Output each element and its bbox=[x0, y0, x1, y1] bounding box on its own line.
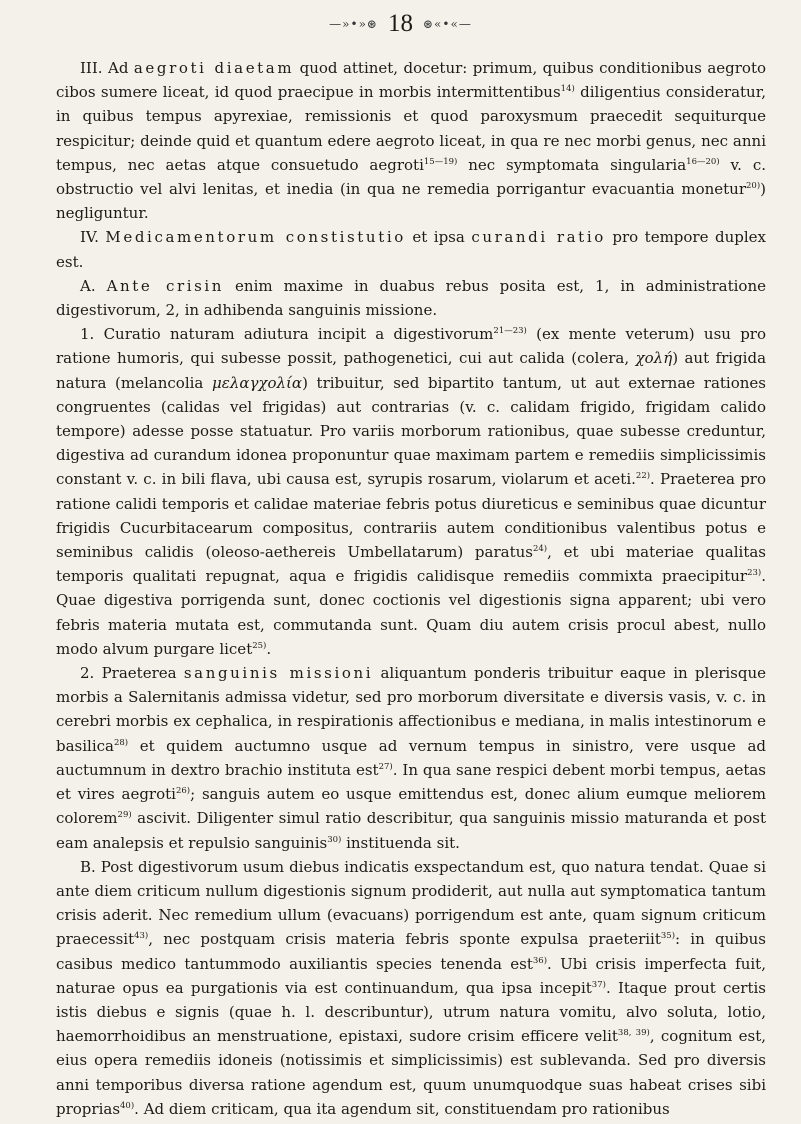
greek-term: χολή bbox=[635, 349, 673, 368]
footnote-ref: 21—23) bbox=[493, 326, 527, 337]
footnote-ref: 28) bbox=[113, 737, 129, 748]
footnote-ref: 23) bbox=[747, 568, 762, 579]
footnote-ref: 27) bbox=[378, 761, 393, 772]
text-run: diligentius consideratur, in quibus tempus apyrexiae, remissionis et quod paroxysmum praecedit sequiturque respicitur; deinde quid et quantum edere aegroto liceat, in qua re nec morbi genus, nec anni tempus, nec aetas atque consuetudo aegroti bbox=[56, 83, 766, 174]
text-run: ; sanguis autem eo usque emittendus est, donec alium eumque meliorem colorem bbox=[56, 785, 767, 828]
text-run: aliquantum ponderis tribuitur eaque in plerisque morbis a Salernitanis admissa videtur, sed pro morborum diversitate e diversis vasis, v. c. in cerebri morbis ex cephalica, in respirationis affectionibus e mediana, in malis intestinorum e basilica bbox=[56, 664, 767, 755]
text-run: . Ad diem criticam, qua ita agendum sit, constituendam pro rationibus bbox=[134, 1099, 670, 1118]
footnote-ref: 36) bbox=[532, 955, 548, 966]
text-run: . bbox=[266, 639, 272, 658]
text-run: et quidem auctumno usque ad vernum tempus in sinistro, vere usque ad auctumnum in dextro brachio instituta est bbox=[56, 736, 766, 779]
paragraph-a-ante-crisin bbox=[56, 274, 766, 322]
ornament-right: ⊛«•«— bbox=[423, 17, 472, 31]
text-run: ) aut frigida natura (melancolia bbox=[56, 349, 767, 392]
text-run: 2. Praeterea bbox=[80, 664, 184, 683]
footnote-ref: 29) bbox=[117, 810, 132, 821]
text-run: ascivit. Diligenter simul ratio describitur, qua sanguinis missio maturanda et post eam analepsis et repulsio sanguinis bbox=[56, 809, 766, 852]
paragraph-1-curatio bbox=[56, 322, 766, 661]
footnote-ref: 38, 39) bbox=[617, 1028, 650, 1039]
greek-term: μελαγχολία bbox=[212, 373, 303, 392]
text-run: quod attinet, docetur: primum, quibus conditionibus aegroto cibos sumere liceat, id quod praecipue in morbis intermittentibus bbox=[56, 59, 767, 102]
text-run: A. bbox=[80, 276, 107, 295]
text-run: . Praeterea pro ratione calidi temporis et calidae materiae febris potus diureticus e seminibus quae dicuntur frigidis Cucurbitacearum compositus, contrariis autem conditionibus valentibus potus e seminibus calidis (oleoso-aethereis Umbellatarum) paratus bbox=[56, 470, 766, 562]
text-run: , cognitum est, eius opera remediis idoneis (notissimis et simplicissimis) est sublevanda. Sed pro diversis anni temporibus diversa ratione agendum est, quum unumquodque suas habeat crises sibi proprias bbox=[56, 1027, 766, 1118]
text-run: : in quibus casibus medico tantummodo auxiliantis species tenenda est bbox=[56, 930, 766, 973]
footnote-ref: 26) bbox=[175, 786, 191, 797]
text-run: et ipsa bbox=[405, 228, 472, 247]
text-run: (ex mente veterum) usu pro ratione humoris, qui subesse possit, pathogenetici, cui aut calida (colera, bbox=[56, 325, 766, 368]
text-run: pro tempore duplex est. bbox=[56, 228, 766, 271]
footnote-ref: 20) bbox=[746, 181, 761, 192]
page-header bbox=[0, 10, 801, 38]
text-run: B. Post digestivorum usum diebus indicatis exspectandum est, quo natura tendat. Quae si ante diem criticum nullum digestionis signum prodiderit, aut nulla aut symptomatica tantum crisis aderit. Nec remedium ullum (evacuans) porrigendum est ante, quam signum criticum praecessit bbox=[56, 857, 766, 949]
footnote-ref: 15—19) bbox=[423, 156, 458, 167]
spaced-term: curandi ratio bbox=[471, 228, 606, 247]
text-run: . In qua sane respici debent morbi tempus, aetas et vires aegroti bbox=[56, 760, 766, 804]
text-run: enim maxime in duabus rebus posita est, 1, in administratione digestivorum, 2, in adhibenda sanguinis missione. bbox=[56, 276, 766, 320]
footnote-ref: 22) bbox=[635, 471, 651, 482]
footnote-ref: 40) bbox=[120, 1100, 135, 1111]
text-run: nec symptomata singularia bbox=[457, 155, 687, 174]
text-run: . Quae digestiva porrigenda sunt, donec coctionis vel digestionis signa apparent; ubi vero febris materia mutata est, commutanda sunt. Quam diu autem crisis procul abest, nullo modo alvum purgare licet bbox=[56, 567, 766, 658]
footnote-ref: 25) bbox=[252, 640, 267, 651]
text-run: . Ubi crisis imperfecta fuit, naturae opus ea purgationis via est continuandum, qua ipsa incepit bbox=[56, 954, 766, 997]
ornament-left: —»•»⊛ bbox=[329, 17, 378, 31]
page-body bbox=[56, 56, 766, 1121]
text-run: v. c. obstructio vel alvi lenitas, et inedia (in qua ne remedia porrigantur evacuantia monetur bbox=[56, 155, 766, 199]
paragraph-b-post-digestivorum bbox=[56, 855, 766, 1121]
text-run: IV. bbox=[80, 228, 106, 247]
spaced-term: Medicamentorum constistutio bbox=[105, 228, 406, 247]
footnote-ref: 16—20) bbox=[686, 156, 720, 167]
spaced-term: sanguinis missioni bbox=[183, 664, 374, 683]
text-run: 1. Curatio naturam adiutura incipit a digestivorum bbox=[80, 325, 494, 344]
text-run: ) tribuitur, sed bipartito tantum, ut aut externae rationes congruentes (calidas vel frigidas) aut contrarias (v. c. calidam frigido, frigidam calido tempore) adesse posse statuatur. Pro variis morborum rationibus, quae subesse creduntur, digestiva ad curandum idonea proponuntur quae maximam partem e remediis simplicissimis constant v. c. in bili flava, ubi causa est, syrupis rosarum, violarum et aceti. bbox=[56, 373, 766, 489]
text-run: , nec postquam crisis materia febris sponte expulsa praeteriit bbox=[148, 930, 661, 949]
footnote-ref: 35) bbox=[660, 931, 676, 942]
paragraph-iv-medicamenta bbox=[56, 225, 766, 273]
footnote-ref: 30) bbox=[327, 834, 342, 845]
text-run: instituenda sit. bbox=[341, 833, 460, 852]
footnote-ref: 37) bbox=[591, 979, 606, 990]
paragraph-iii-diaeta bbox=[56, 56, 766, 225]
footnote-ref: 24) bbox=[532, 544, 548, 555]
page-number: 18 bbox=[388, 10, 413, 37]
spaced-term: Ante crisin bbox=[106, 276, 225, 295]
text-run: , et ubi materiae qualitas temporis qualitati repugnat, aqua e frigidis calidisque remediis commixta praecipitur bbox=[56, 543, 766, 586]
text-run: ) negliguntur. bbox=[56, 180, 766, 223]
paragraph-2-sanguinis-missio bbox=[56, 661, 766, 855]
text-run: . Itaque prout certis istis diebus e signis (quae h. l. describuntur), utrum natura vomitu, alvo soluta, lotio, haemorrhoidibus an menstruatione, epistaxi, sudore crisim efficere velit bbox=[56, 978, 766, 1046]
footnote-ref: 43) bbox=[134, 931, 149, 942]
footnote-ref: 14) bbox=[560, 84, 575, 95]
text-run: III. Ad bbox=[80, 59, 134, 77]
spaced-term: aegroti diaetam bbox=[133, 59, 295, 77]
